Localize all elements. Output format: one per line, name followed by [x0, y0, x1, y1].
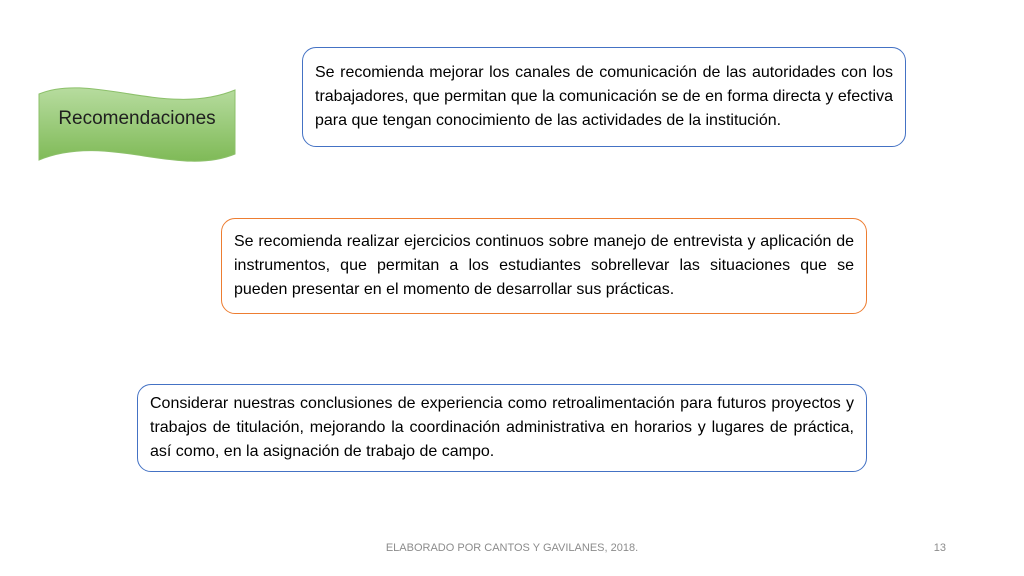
recommendation-text-1: Se recomienda mejorar los canales de comunicación de las autoridades con los trabajadores, que permitan que la comunicación se de en forma directa y efectiva para que tengan conocimiento de las actividades de la institución.: [315, 64, 893, 129]
recommendation-text-3: Considerar nuestras conclusiones de experiencia como retroalimentación para futuros proyectos y trabajos de titulación, mejorando la coordinación administrativa en horarios y lugares de práctica, así como, en la asignación de trabajo de campo.: [150, 395, 854, 460]
recommendation-text-2: Se recomienda realizar ejercicios continuos sobre manejo de entrevista y aplicación de instrumentos, que permitan a los estudiantes sobrellevar las situaciones que se pueden presentar en el momento de desarrollar sus prácticas.: [234, 233, 854, 298]
recommendation-box-2: [221, 218, 867, 314]
recommendation-box-3: [137, 384, 867, 472]
footer-credit: ELABORADO POR CANTOS Y GAVILANES, 2018.: [385, 542, 639, 554]
title-banner: [37, 84, 237, 168]
page-number: 13: [933, 542, 946, 554]
slide-title: Recomendaciones: [58, 108, 216, 129]
recommendation-box-1: [302, 47, 906, 147]
